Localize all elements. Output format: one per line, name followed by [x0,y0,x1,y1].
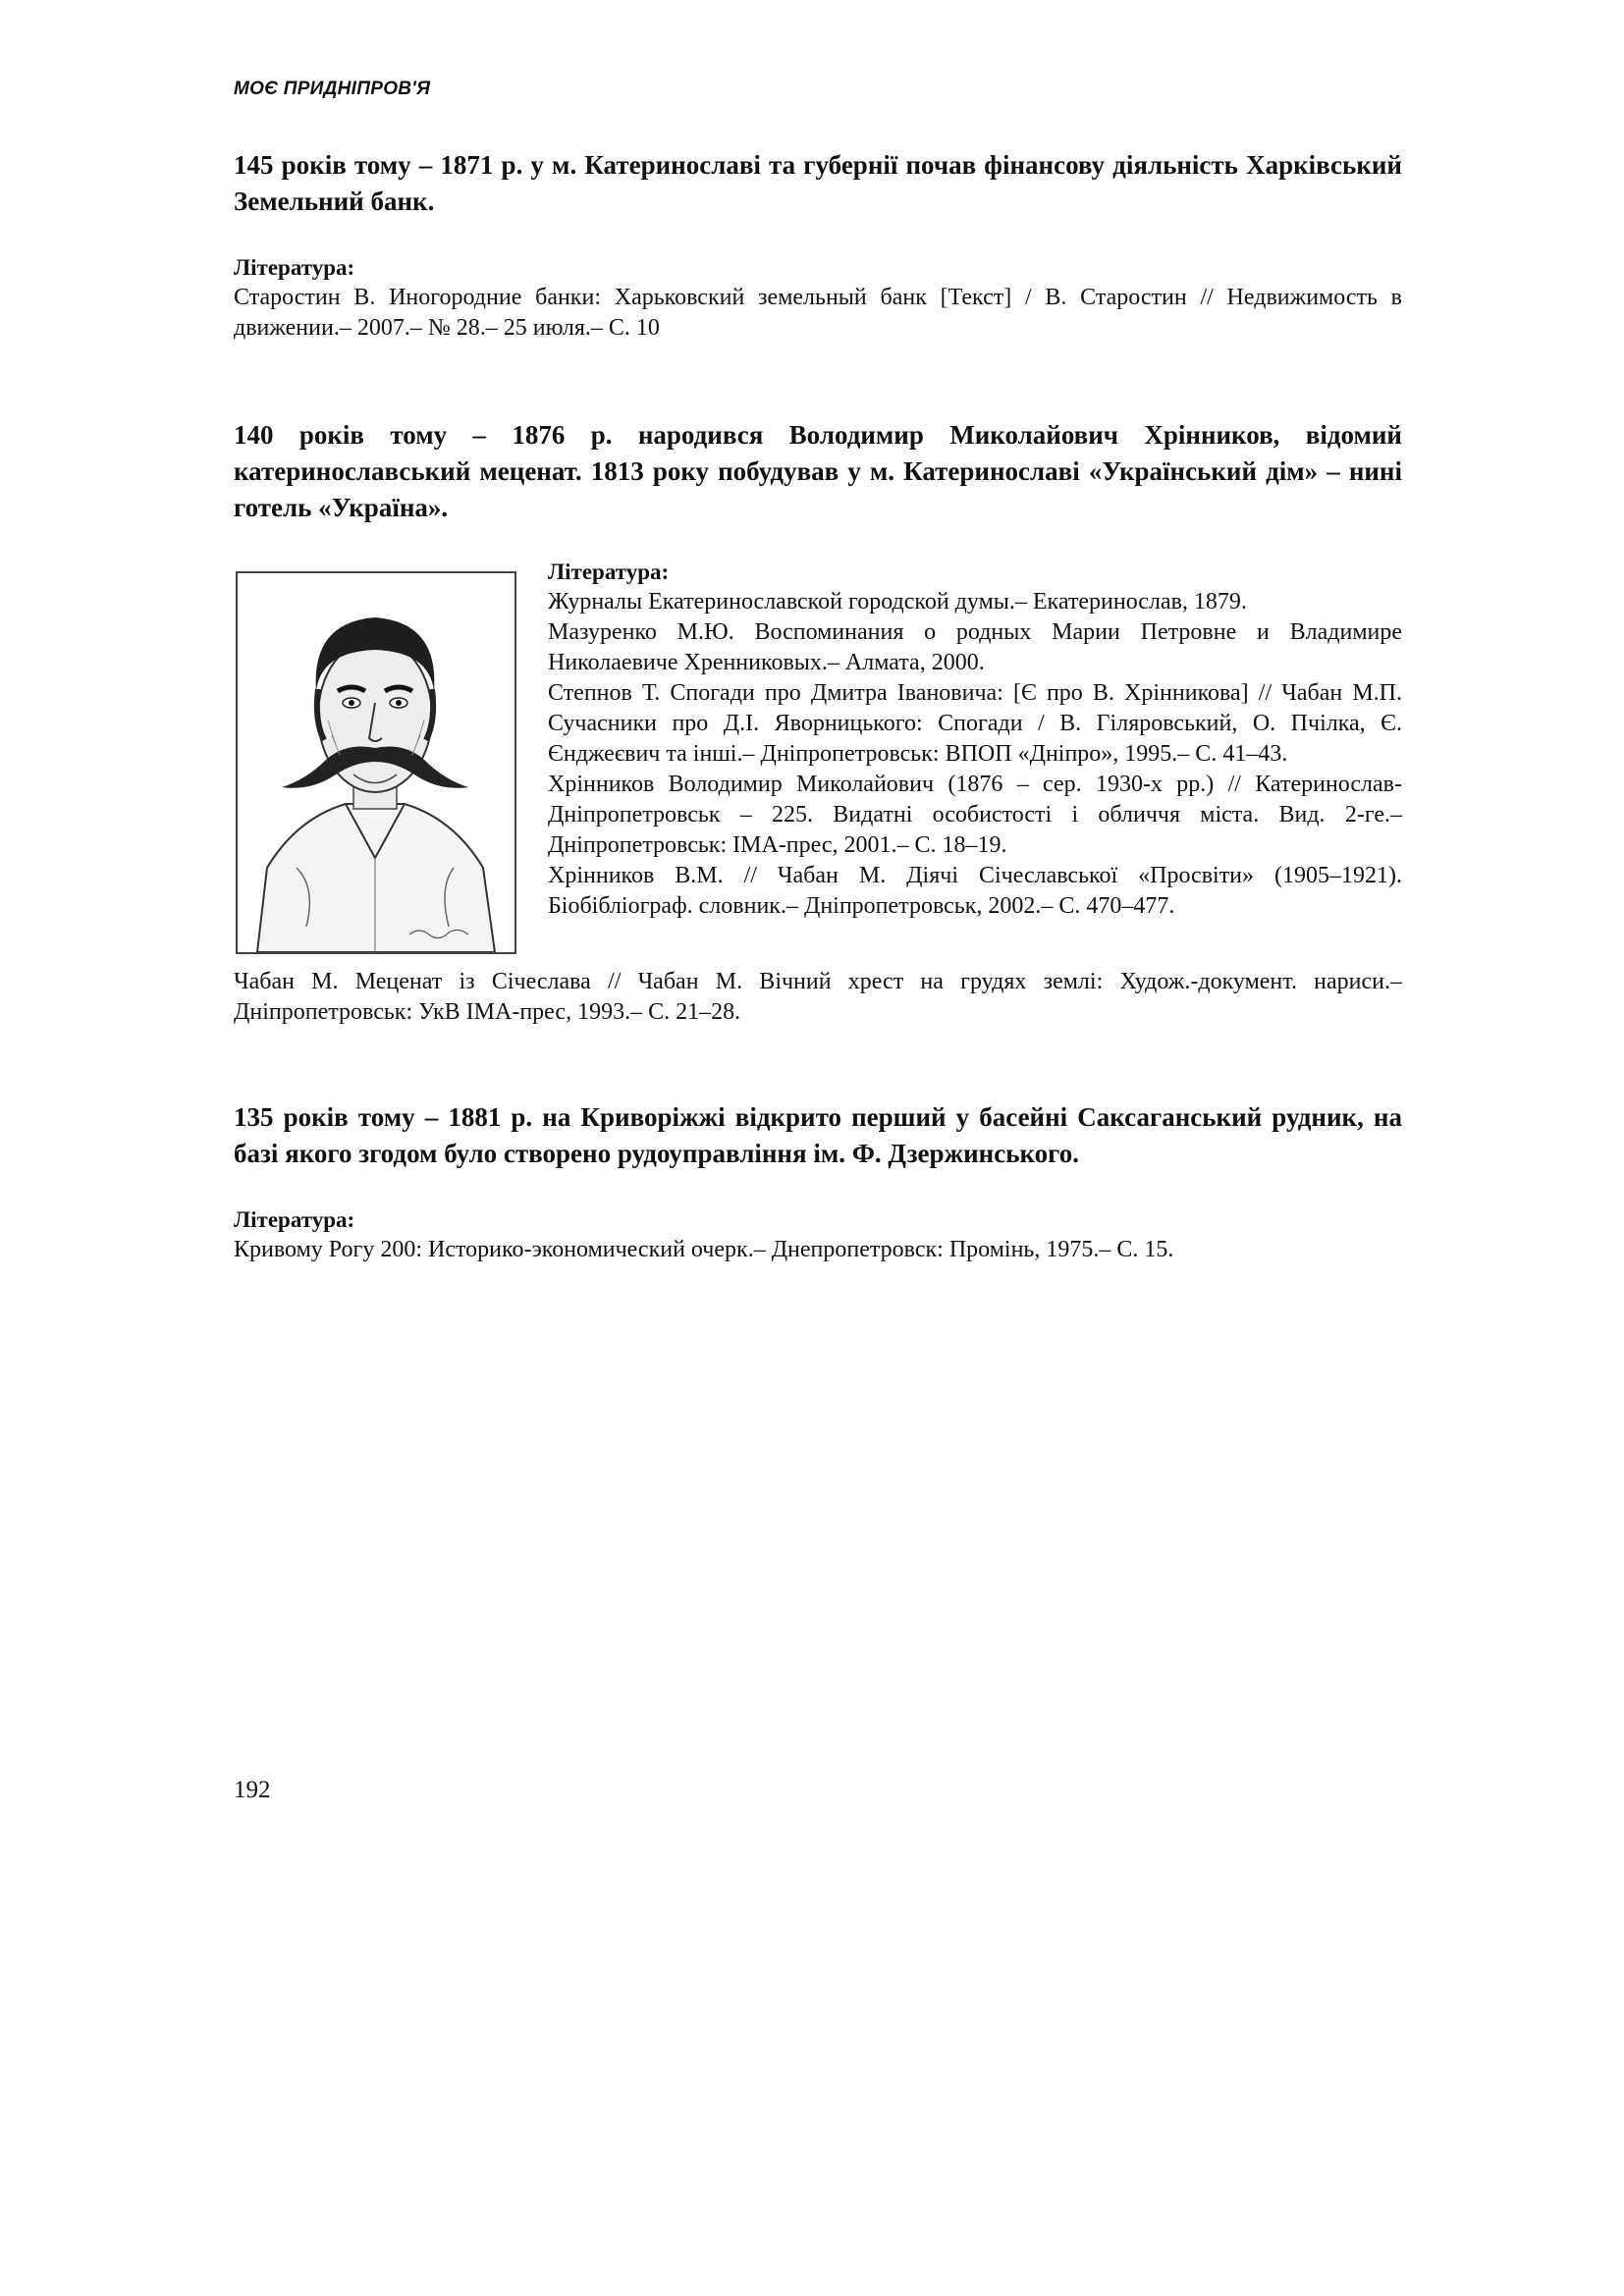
section-bank [234,147,1402,344]
literature-block [548,558,1402,922]
literature-label: Література: [234,1207,355,1232]
section-heading: 135 років тому – 1881 р. на Криворіжжі відкрито перший у басейні Саксаганський рудник, на базі якого згодом було створено рудоуправління ім. Ф. Дзержинського. [234,1102,1402,1168]
section-heading: 140 років тому – 1876 р. народився Володимир Миколайович Хрінников, відомий катеринославський меценат. 1813 року побудував у м. Катеринославі «Український дім» – нині готель «Україна». [234,420,1402,522]
section-mine [234,1099,1402,1265]
section-khrinnikov [234,417,1402,526]
literature-label: Література: [234,255,355,280]
running-header: МОЄ ПРИДНІПРОВ'Я [234,79,431,99]
section-heading: 145 років тому – 1871 р. у м. Катеринославі та губернії почав фінансову діяльність Харківський Земельний банк. [234,150,1402,216]
literature-label: Література: [548,560,670,584]
reference-item: Степнов Т. Спогади про Дмитра Івановича: [Є про В. Хрінникова] // Чабан М.П. Сучасники про Д.І. Яворницького: Спогади / В. Гіляровський, О. Пчілка, Є. Єнджеєвич та інші.– Дніпропетровськ: ВПОП «Дніпро», 1995.– С. 41–43. [548,680,1402,767]
reference-item: Мазуренко М.Ю. Воспоминания о родных Марии Петровне и Владимире Николаевиче Хренниковых.– Алмата, 2000. [548,619,1402,675]
reference-item: Хрінников Володимир Миколайович (1876 – сер. 1930-х рр.) // Катеринослав-Дніпропетровськ – 225. Видатні особистості і обличчя міста. Вид. 2-ге.– Дніпропетровськ: ІМА-прес, 2001.– С. 18–19. [548,772,1402,858]
literature-block [234,1205,1402,1265]
literature-block [234,253,1402,344]
reference-item: Старостин В. Иногородние банки: Харьковский земельный банк [Текст] / В. Старостин // Недвижимость в движении.– 2007.– № 28.– 25 июля.– С. 10 [234,285,1402,341]
reference-item: Кривому Рогу 200: Историко-экономический очерк.– Днепропетровск: Промінь, 1975.– С. 15. [234,1237,1174,1262]
literature-block-continued [234,967,1402,1028]
reference-item: Хрінников В.М. // Чабан М. Діячі Січеславської «Просвіти» (1905–1921). Біобібліограф. словник.– Дніпропетровськ, 2002.– С. 470–477. [548,863,1402,919]
page-number: 192 [234,1777,271,1803]
reference-item: Журналы Екатеринославской городской думы.– Екатеринослав, 1879. [548,589,1247,614]
portrait-illustration [236,571,516,954]
reference-item: Чабан М. Меценат із Січеслава // Чабан М. Вічний хрест на грудях землі: Худож.-документ. нариси.– Дніпропетровськ: УкВ ІМА-прес, 1993.– С. 21–28. [234,969,1402,1025]
portrait-drawing [238,573,514,952]
